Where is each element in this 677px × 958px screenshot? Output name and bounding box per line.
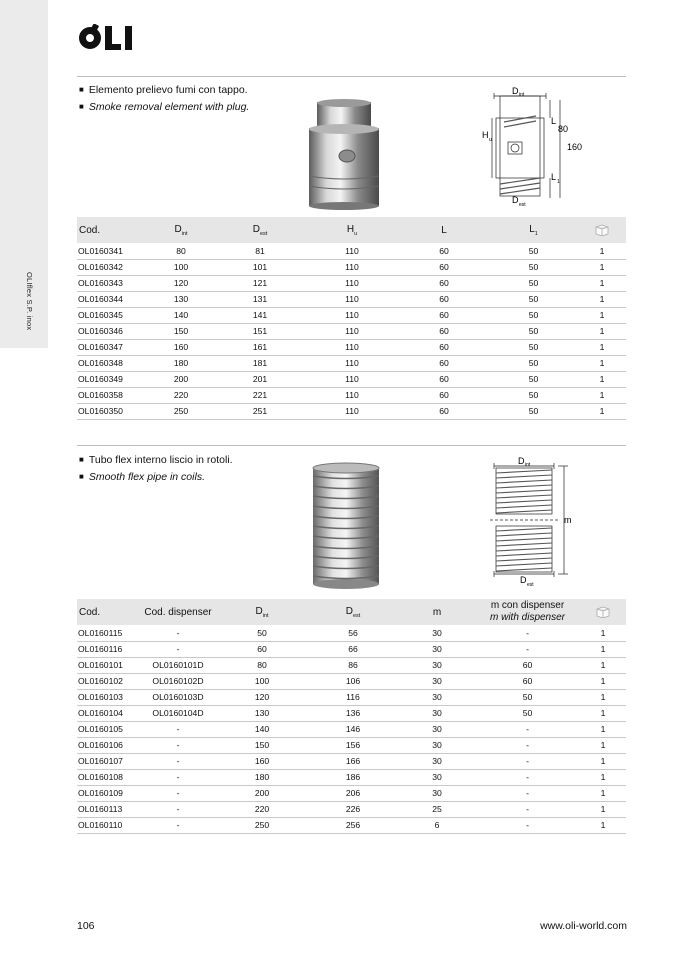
col-l: L: [441, 224, 447, 236]
col-m-dispenser: m con dispenser m with dispenser: [489, 600, 566, 623]
table-cell: 110: [305, 355, 399, 371]
product-code-cell: OL0160104: [77, 705, 139, 721]
table-row: [77, 657, 626, 673]
table-row: [77, 801, 626, 817]
table-cell: 161: [215, 339, 305, 355]
table-cell: 110: [305, 307, 399, 323]
col-dest: $D_{est}$: [345, 605, 361, 619]
table-cell: 60: [399, 403, 489, 419]
table-cell: 30: [399, 721, 475, 737]
table-cell: 50: [475, 705, 580, 721]
table-cell: 1: [580, 817, 626, 833]
table-cell: 1: [580, 721, 626, 737]
table-cell: 1: [578, 275, 626, 291]
table-cell: -: [139, 817, 217, 833]
col-l1: $L_1$: [529, 223, 538, 237]
table-cell: 181: [215, 355, 305, 371]
table-cell: 200: [217, 785, 307, 801]
table-row: [77, 291, 626, 307]
table-cell: 151: [215, 323, 305, 339]
table-cell: 1: [578, 291, 626, 307]
table-cell: 136: [307, 705, 399, 721]
table-cell: 60: [399, 259, 489, 275]
table-cell: 256: [307, 817, 399, 833]
svg-text:est: est: [519, 202, 526, 208]
table-cell: 1: [580, 641, 626, 657]
dim-l-label: L: [551, 116, 557, 126]
table-cell: 1: [580, 689, 626, 705]
product-code-cell: OL0160348: [77, 355, 147, 371]
table-cell: 1: [578, 387, 626, 403]
table-row: [77, 705, 626, 721]
table-cell: OL0160104D: [139, 705, 217, 721]
table-cell: -: [139, 801, 217, 817]
dim-l1-label: L: [551, 172, 557, 182]
table-cell: 106: [307, 673, 399, 689]
col-cod-dispenser: Cod. dispenser: [144, 606, 212, 618]
product-code-cell: OL0160101: [77, 657, 139, 673]
product-code-cell: OL0160109: [77, 785, 139, 801]
product-code-cell: OL0160105: [77, 721, 139, 737]
section2-desc-it: ■ Tubo flex interno liscio in rotoli.: [79, 452, 233, 469]
table-row: [77, 817, 626, 833]
table-cell: 50: [489, 355, 578, 371]
table-cell: 1: [580, 705, 626, 721]
table-cell: 30: [399, 657, 475, 673]
table-cell: 6: [399, 817, 475, 833]
table-row: [77, 355, 626, 371]
table-cell: 50: [489, 291, 578, 307]
table-cell: 80: [217, 657, 307, 673]
table-cell: 1: [578, 371, 626, 387]
table-row: [77, 785, 626, 801]
table-cell: 60: [399, 243, 489, 259]
dim-dint-label: D: [512, 86, 519, 96]
smoke-element-drawing: [470, 86, 590, 212]
table-cell: 110: [305, 275, 399, 291]
col-package: [578, 217, 626, 243]
table-cell: 1: [578, 403, 626, 419]
table-cell: 250: [217, 817, 307, 833]
product-code-cell: OL0160113: [77, 801, 139, 817]
table-cell: 50: [475, 689, 580, 705]
table-cell: 50: [489, 371, 578, 387]
table-cell: 50: [217, 625, 307, 641]
table-cell: 120: [217, 689, 307, 705]
table-cell: 221: [215, 387, 305, 403]
table-cell: -: [475, 721, 580, 737]
product-code-cell: OL0160108: [77, 769, 139, 785]
table-cell: 110: [305, 323, 399, 339]
table-cell: 1: [580, 737, 626, 753]
table-cell: 110: [305, 259, 399, 275]
table-cell: 60: [217, 641, 307, 657]
product-code-cell: OL0160116: [77, 641, 139, 657]
product-code-cell: OL0160106: [77, 737, 139, 753]
dim-dint-label: D: [518, 456, 525, 466]
table-row: [77, 275, 626, 291]
table-cell: -: [475, 817, 580, 833]
table-header-row: [77, 599, 626, 625]
table-row: [77, 641, 626, 657]
table-cell: 1: [580, 657, 626, 673]
table-cell: 141: [215, 307, 305, 323]
table-cell: 186: [307, 769, 399, 785]
table-row: [77, 625, 626, 641]
table-row: [77, 673, 626, 689]
table-cell: 60: [399, 323, 489, 339]
table-cell: OL0160102D: [139, 673, 217, 689]
col-hu: $H_u$: [346, 223, 358, 237]
table-cell: 60: [399, 291, 489, 307]
col-cod: Cod.: [79, 224, 101, 236]
product-code-cell: OL0160345: [77, 307, 147, 323]
table-cell: 50: [489, 243, 578, 259]
table-cell: 30: [399, 673, 475, 689]
table-row: [77, 403, 626, 419]
table-cell: 110: [305, 339, 399, 355]
table-cell: 81: [215, 243, 305, 259]
table-cell: 110: [305, 243, 399, 259]
table-cell: 60: [475, 657, 580, 673]
product-code-cell: OL0160346: [77, 323, 147, 339]
page-number: 106: [77, 920, 95, 932]
smoke-element-table: [77, 217, 626, 420]
table-cell: 60: [399, 307, 489, 323]
table-cell: 56: [307, 625, 399, 641]
table-cell: 206: [307, 785, 399, 801]
section2-desc-en: ■ Smooth flex pipe in coils.: [79, 469, 233, 486]
table-cell: 156: [307, 737, 399, 753]
table-cell: -: [139, 625, 217, 641]
table-cell: 220: [217, 801, 307, 817]
table-cell: 25: [399, 801, 475, 817]
table-cell: 1: [580, 753, 626, 769]
table-cell: 101: [215, 259, 305, 275]
table-row: [77, 323, 626, 339]
table-cell: 130: [147, 291, 215, 307]
col-dint: $D_{int}$: [255, 605, 269, 619]
dim-dest-label: D: [520, 575, 527, 585]
table-cell: 30: [399, 641, 475, 657]
product-code-cell: OL0160107: [77, 753, 139, 769]
table-cell: 131: [215, 291, 305, 307]
table-cell: 201: [215, 371, 305, 387]
table-cell: 200: [147, 371, 215, 387]
table-cell: 120: [147, 275, 215, 291]
table-cell: 60: [475, 673, 580, 689]
table-cell: 166: [307, 753, 399, 769]
table-cell: 110: [305, 371, 399, 387]
section1-description: [79, 82, 249, 116]
flex-pipe-table: [77, 599, 626, 834]
table-cell: 80: [147, 243, 215, 259]
product-code-cell: OL0160341: [77, 243, 147, 259]
col-cod: Cod.: [79, 606, 101, 618]
table-cell: -: [139, 769, 217, 785]
table-cell: 140: [217, 721, 307, 737]
table-row: [77, 721, 626, 737]
table-cell: 30: [399, 625, 475, 641]
table-cell: 1: [580, 769, 626, 785]
table-cell: 1: [578, 259, 626, 275]
table-cell: 60: [399, 387, 489, 403]
table-cell: 50: [489, 339, 578, 355]
table-row: [77, 689, 626, 705]
table-row: [77, 259, 626, 275]
package-box-icon: [596, 606, 610, 618]
section2-description: [79, 452, 233, 486]
table-row: [77, 371, 626, 387]
oli-logo: [77, 24, 137, 52]
product-code-cell: OL0160103: [77, 689, 139, 705]
table-cell: 1: [578, 323, 626, 339]
table-cell: 110: [305, 387, 399, 403]
section1-desc-it: ■ Elemento prelievo fumi con tappo.: [79, 82, 249, 99]
table-body: [77, 625, 626, 833]
table-cell: 86: [307, 657, 399, 673]
table-cell: 220: [147, 387, 215, 403]
table-cell: OL0160101D: [139, 657, 217, 673]
product-code-cell: OL0160110: [77, 817, 139, 833]
product-code-cell: OL0160342: [77, 259, 147, 275]
svg-text:int: int: [525, 462, 531, 468]
table-cell: 30: [399, 689, 475, 705]
col-m: m: [432, 606, 442, 618]
table-cell: -: [475, 625, 580, 641]
table-cell: -: [139, 785, 217, 801]
table-cell: -: [475, 737, 580, 753]
table-row: [77, 737, 626, 753]
table-row: [77, 307, 626, 323]
smoke-element-photo: [303, 98, 385, 210]
table-cell: -: [139, 737, 217, 753]
table-cell: 1: [580, 625, 626, 641]
table-cell: 30: [399, 769, 475, 785]
svg-text:1: 1: [557, 179, 560, 185]
table-cell: 100: [217, 673, 307, 689]
table-cell: 50: [489, 307, 578, 323]
table-header-row: [77, 217, 626, 243]
product-code-cell: OL0160350: [77, 403, 147, 419]
dim-80-label: 80: [558, 124, 569, 134]
col-package: [580, 599, 626, 625]
table-cell: -: [475, 785, 580, 801]
table-cell: 140: [147, 307, 215, 323]
svg-text:est: est: [527, 582, 534, 588]
table-cell: 50: [489, 403, 578, 419]
section-rule-middle: [77, 445, 626, 446]
table-cell: 60: [399, 339, 489, 355]
table-cell: 30: [399, 737, 475, 753]
table-cell: 30: [399, 753, 475, 769]
table-cell: 1: [580, 785, 626, 801]
dim-hu-label: H: [482, 130, 489, 140]
product-code-cell: OL0160343: [77, 275, 147, 291]
table-cell: -: [139, 641, 217, 657]
flex-pipe-drawing: [476, 456, 586, 588]
table-cell: 160: [147, 339, 215, 355]
table-cell: 50: [489, 387, 578, 403]
table-cell: 180: [147, 355, 215, 371]
table-cell: 146: [307, 721, 399, 737]
table-cell: 60: [399, 371, 489, 387]
table-cell: 116: [307, 689, 399, 705]
table-row: [77, 769, 626, 785]
table-cell: 1: [578, 339, 626, 355]
table-cell: 50: [489, 323, 578, 339]
table-cell: 251: [215, 403, 305, 419]
table-cell: -: [475, 801, 580, 817]
table-cell: 150: [147, 323, 215, 339]
table-cell: 180: [217, 769, 307, 785]
table-cell: 50: [489, 275, 578, 291]
product-code-cell: OL0160358: [77, 387, 147, 403]
table-cell: -: [475, 769, 580, 785]
table-row: [77, 753, 626, 769]
table-cell: 1: [578, 307, 626, 323]
table-cell: 100: [147, 259, 215, 275]
table-cell: 1: [580, 673, 626, 689]
col-dest: $D_{est}$: [252, 223, 268, 237]
side-label: OLIflex S.P. inox: [25, 272, 34, 331]
dim-dest-label: D: [512, 195, 519, 205]
table-cell: 30: [399, 785, 475, 801]
table-cell: 250: [147, 403, 215, 419]
dim-m-label: m: [564, 515, 572, 525]
table-cell: 150: [217, 737, 307, 753]
table-cell: -: [475, 753, 580, 769]
package-box-icon: [595, 224, 609, 236]
table-cell: 110: [305, 291, 399, 307]
product-code-cell: OL0160349: [77, 371, 147, 387]
table-cell: 121: [215, 275, 305, 291]
svg-text:int: int: [519, 92, 525, 98]
table-cell: OL0160103D: [139, 689, 217, 705]
table-cell: 1: [578, 355, 626, 371]
table-cell: 30: [399, 705, 475, 721]
table-row: [77, 387, 626, 403]
section1-desc-en: ■ Smoke removal element with plug.: [79, 99, 249, 116]
table-cell: 1: [578, 243, 626, 259]
table-body: [77, 243, 626, 419]
table-row: [77, 339, 626, 355]
col-dint: $D_{int}$: [174, 223, 188, 237]
table-cell: 160: [217, 753, 307, 769]
table-cell: -: [139, 721, 217, 737]
product-code-cell: OL0160102: [77, 673, 139, 689]
table-cell: 66: [307, 641, 399, 657]
section-rule-top: [77, 76, 626, 77]
table-cell: 226: [307, 801, 399, 817]
table-cell: -: [139, 753, 217, 769]
table-row: [77, 243, 626, 259]
dim-160-label: 160: [567, 142, 583, 152]
product-code-cell: OL0160344: [77, 291, 147, 307]
product-code-cell: OL0160347: [77, 339, 147, 355]
product-code-cell: OL0160115: [77, 625, 139, 641]
svg-text:u: u: [489, 137, 492, 143]
table-cell: 110: [305, 403, 399, 419]
table-cell: -: [475, 641, 580, 657]
website-link[interactable]: www.oli-world.com: [540, 920, 627, 932]
table-cell: 50: [489, 259, 578, 275]
table-cell: 60: [399, 355, 489, 371]
table-cell: 1: [580, 801, 626, 817]
flex-pipe-photo: [307, 462, 385, 590]
table-cell: 130: [217, 705, 307, 721]
table-cell: 60: [399, 275, 489, 291]
